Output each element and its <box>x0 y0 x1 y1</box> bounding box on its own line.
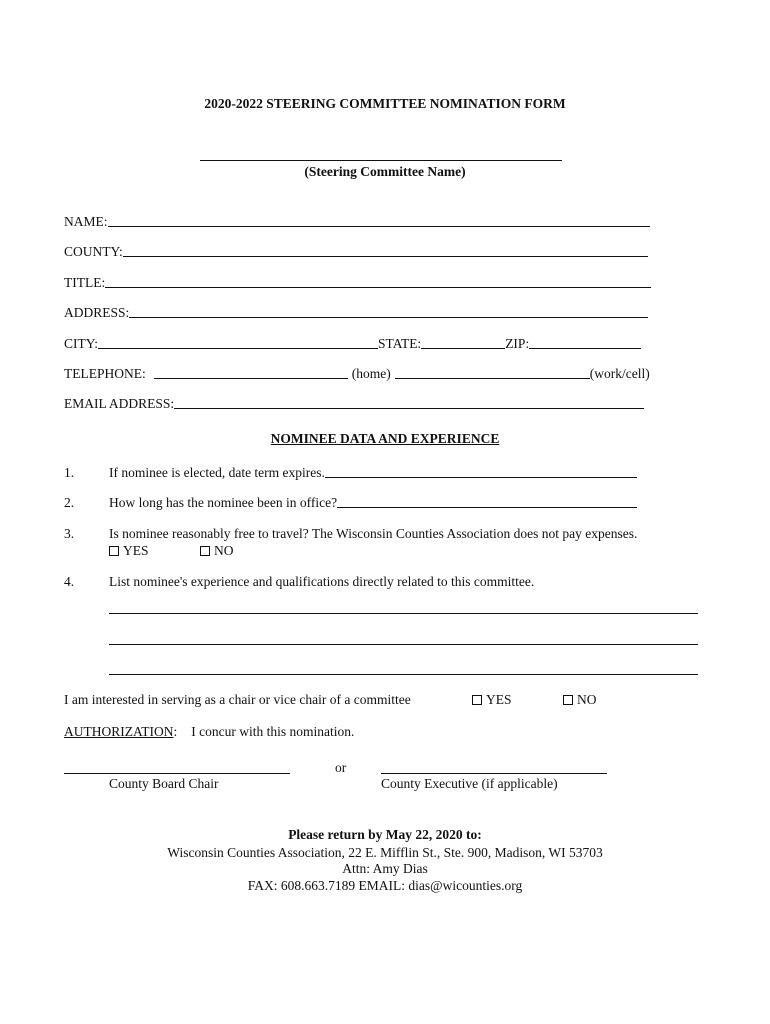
interest-no-option[interactable] <box>563 692 597 708</box>
address-field[interactable] <box>129 317 648 318</box>
return-address: Wisconsin Counties Association, 22 E. Mifflin St., Ste. 900, Madison, WI 53703 <box>167 845 603 860</box>
return-line: Please return by May 22, 2020 to: <box>288 827 482 842</box>
city-label: CITY: <box>64 336 99 351</box>
name-field[interactable] <box>108 226 650 227</box>
interest-yes-checkbox[interactable] <box>472 695 482 705</box>
q3-yes-option[interactable] <box>109 543 149 559</box>
nominee-heading: NOMINEE DATA AND EXPERIENCE <box>270 431 500 446</box>
q1-text: If nominee is elected, date term expires. <box>109 465 325 480</box>
work-phone-field[interactable] <box>395 378 590 379</box>
or-text: or <box>335 760 347 775</box>
email-label: EMAIL ADDRESS: <box>64 396 175 411</box>
committee-name-field[interactable] <box>200 160 562 161</box>
q4-answer-line-2[interactable] <box>109 644 698 645</box>
name-row <box>64 214 650 230</box>
state-label: STATE: <box>378 336 422 351</box>
telephone-label: TELEPHONE: <box>64 366 146 381</box>
authorization-text: I concur with this nomination. <box>191 724 355 739</box>
q1-field[interactable] <box>325 477 637 478</box>
address-label: ADDRESS: <box>64 305 130 320</box>
work-cell-label: (work/cell) <box>589 366 650 381</box>
interest-no-label: NO <box>577 692 597 707</box>
county-label: COUNTY: <box>64 244 123 259</box>
q2-number: 2. <box>64 495 75 510</box>
q1-row <box>109 465 637 481</box>
q3-no-option[interactable] <box>200 543 234 559</box>
county-board-chair-caption: County Board Chair <box>109 776 219 791</box>
form-title: 2020-2022 STEERING COMMITTEE NOMINATION FORM <box>204 96 566 111</box>
home-label: (home) <box>351 366 391 381</box>
county-row <box>64 244 648 260</box>
authorization-line <box>64 724 354 740</box>
home-phone-field[interactable] <box>154 378 348 379</box>
county-board-chair-signature[interactable] <box>64 773 290 774</box>
committee-caption: (Steering Committee Name) <box>304 164 466 179</box>
telephone-row <box>64 366 650 382</box>
email-field[interactable] <box>174 408 644 409</box>
title-field[interactable] <box>105 287 651 288</box>
q4-text: List nominee's experience and qualifications directly related to this committee. <box>109 574 535 589</box>
q3-yes-checkbox[interactable] <box>109 546 119 556</box>
q2-field[interactable] <box>337 507 637 508</box>
return-contact: FAX: 608.663.7189 EMAIL: dias@wicounties.org <box>247 878 523 893</box>
address-row <box>64 305 648 321</box>
state-field[interactable] <box>421 348 505 349</box>
interest-yes-option[interactable] <box>472 692 512 708</box>
interest-no-checkbox[interactable] <box>563 695 573 705</box>
name-label: NAME: <box>64 214 108 229</box>
q4-answer-line-1[interactable] <box>109 613 698 614</box>
authorization-colon: : <box>173 724 178 739</box>
q3-no-checkbox[interactable] <box>200 546 210 556</box>
interest-text: I am interested in serving as a chair or vice chair of a committee <box>64 692 411 707</box>
q3-yes-label: YES <box>123 543 149 558</box>
q1-number: 1. <box>64 465 75 480</box>
title-label: TITLE: <box>64 275 106 290</box>
county-executive-caption: County Executive (if applicable) <box>381 776 558 791</box>
authorization-label: AUTHORIZATION <box>64 724 174 739</box>
return-attn: Attn: Amy Dias <box>342 861 428 876</box>
q4-number: 4. <box>64 574 75 589</box>
city-field[interactable] <box>98 348 378 349</box>
title-row <box>64 275 651 291</box>
q3-number: 3. <box>64 526 75 541</box>
zip-field[interactable] <box>529 348 641 349</box>
county-field[interactable] <box>123 256 648 257</box>
city-state-zip-row <box>64 336 641 352</box>
zip-label: ZIP: <box>505 336 530 351</box>
q3-no-label: NO <box>214 543 234 558</box>
q3-text: Is nominee reasonably free to travel? The Wisconsin Counties Association does not pay expenses. <box>109 526 638 541</box>
q4-answer-line-3[interactable] <box>109 674 698 675</box>
q2-text: How long has the nominee been in office? <box>109 495 338 510</box>
county-executive-signature[interactable] <box>381 773 607 774</box>
interest-yes-label: YES <box>486 692 512 707</box>
email-row <box>64 396 644 412</box>
q2-row <box>109 495 637 511</box>
